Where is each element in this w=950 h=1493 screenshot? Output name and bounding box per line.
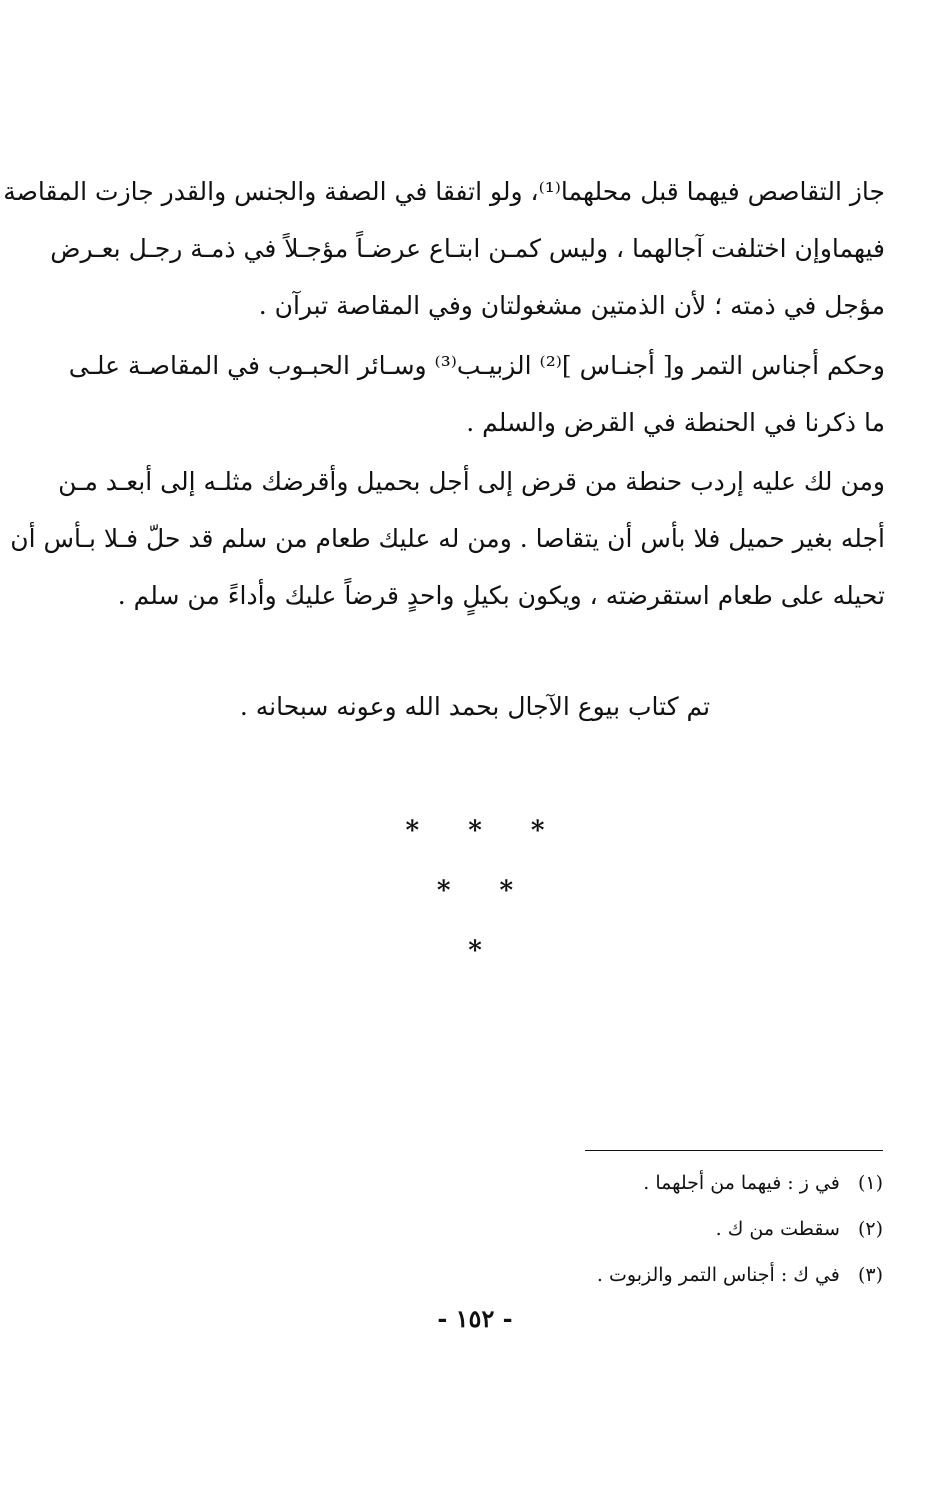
footnote-number: (١): [857, 1172, 883, 1194]
text-line: فيهماوإن اختلفت آجالهما ، وليس كمـن ابتـاع عرضـاً مؤجـلاً في ذمـة رجـل بعـرض: [50, 234, 885, 263]
asterisk-ornament: *: [468, 936, 482, 966]
text-line: ما ذكرنا في الحنطة في القرض والسلم .: [466, 408, 885, 437]
asterisk-ornament: *: [405, 816, 420, 846]
ornament-row-1: [0, 816, 950, 846]
footnotes: [483, 1160, 883, 1298]
footnote-text: في ز : فيهما من أجلهما .: [643, 1172, 840, 1194]
asterisk-ornament: *: [499, 876, 514, 906]
ornament-row-3: [0, 936, 950, 966]
chapter-closing: تم كتاب بيوع الآجال بحمد الله وعونه سبحانه .: [239, 692, 711, 721]
paragraph-1: [3, 163, 885, 334]
ornament-row-2: [0, 876, 950, 906]
page-number: - ١٥٢ -: [437, 1304, 513, 1333]
footnote-text: سقطت من ك .: [715, 1218, 840, 1240]
footnote-number: (٣): [857, 1264, 883, 1286]
asterisk-ornament: *: [468, 816, 482, 846]
asterisk-ornament: *: [530, 816, 545, 846]
paragraph-2: [68, 337, 885, 451]
footnote-text: في ك : أجناس التمر والزبوت .: [596, 1264, 840, 1286]
paragraph-3: [10, 453, 885, 624]
footnote-number: (٢): [857, 1218, 883, 1240]
text-line: تحيله على طعام استقرضته ، ويكون بكيلٍ واحدٍ قرضاً عليك وأداءً من سلم .: [117, 581, 885, 610]
text-line: جاز التقاصص فيهما قبل محلهما⁽¹⁾، ولو اتفقا في الصفة والجنس والقدر جازت المقاصة: [3, 177, 885, 206]
text-line: مؤجل في ذمته ؛ لأن الذمتين مشغولتان وفي المقاصة تبرآن .: [258, 291, 885, 320]
footnote-divider: [585, 1150, 883, 1151]
footnote: [483, 1252, 883, 1298]
text-line: أجله بغير حميل فلا بأس أن يتقاصا . ومن له عليك طعام من سلم قد حلّ فـلا بـأس أن: [10, 524, 885, 553]
asterisk-ornament: *: [436, 876, 451, 906]
footnote: [483, 1206, 883, 1252]
text-line: ومن لك عليه إردب حنطة من قرض إلى أجل بحميل وأقرضك مثلـه إلى أبعـد مـن: [58, 467, 885, 496]
text-line: وحكم أجناس التمر و[ أجنـاس ]⁽²⁾ الزبيـب⁽³⁾ وسـائر الحبـوب في المقاصـة علـى: [68, 351, 885, 380]
footnote: [483, 1160, 883, 1206]
